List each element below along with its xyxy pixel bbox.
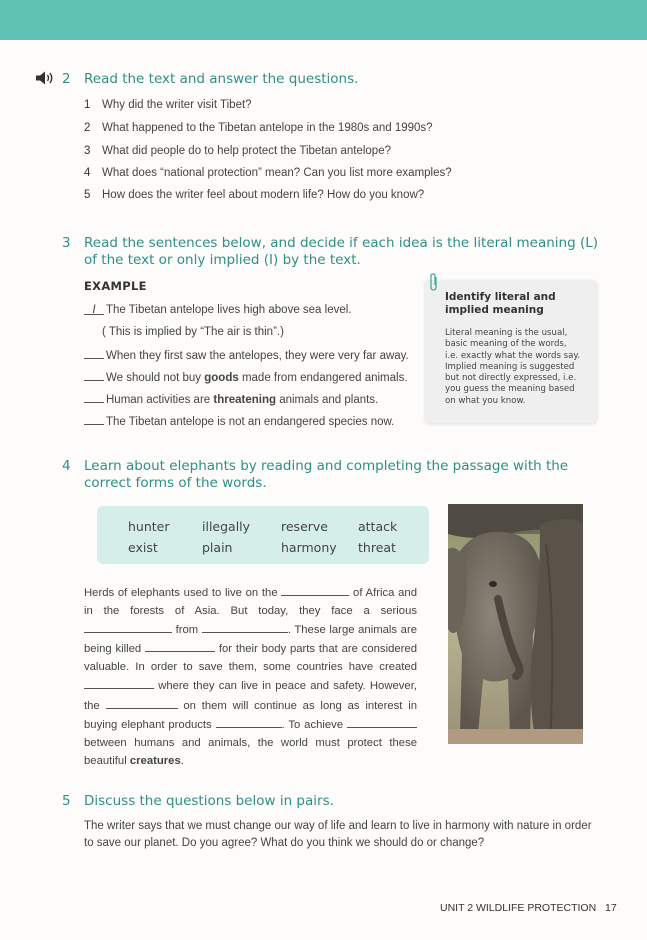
example-answer: I: [84, 303, 104, 315]
tip-title: Identify literal and implied meaning: [445, 291, 556, 316]
paperclip-icon: [428, 272, 440, 292]
section-4-title-line1: Learn about elephants by reading and completing the passage with the: [84, 458, 569, 474]
example-label: EXAMPLE: [84, 279, 147, 293]
question-3: 3 What did people do to help protect the Tibetan antelope?: [84, 145, 391, 157]
word-attack: attack: [358, 519, 398, 534]
word-box: [97, 506, 429, 564]
section-3-number: 3: [62, 235, 71, 251]
example-sentence: I The Tibetan antelope lives high above sea level.: [84, 303, 352, 317]
statement-4: The Tibetan antelope is not an endangered species now.: [84, 413, 394, 429]
answer-blank-4[interactable]: [84, 413, 104, 425]
question-1: 1 Why did the writer visit Tibet?: [84, 99, 252, 111]
statement-1: When they first saw the antelopes, they were very far away.: [84, 347, 409, 363]
elephant-photo: [448, 504, 583, 744]
example-note: ( This is implied by “The air is thin”.): [102, 326, 284, 338]
question-5: 5 How does the writer feel about modern life? How do you know?: [84, 189, 425, 201]
answer-blank-1[interactable]: [84, 347, 104, 359]
section-5-title: Discuss the questions below in pairs.: [84, 793, 334, 809]
word-threat: threat: [358, 540, 396, 555]
section-2-title: Read the text and answer the questions.: [84, 71, 359, 87]
section-3-title-line2: of the text or only implied (I) by the text.: [84, 252, 361, 268]
word-harmony: harmony: [281, 540, 337, 555]
page-number: 17: [605, 902, 617, 914]
passage-blank-6[interactable]: [106, 696, 178, 709]
tip-body: Literal meaning is the usual, basic meaning of the words, i.e. exactly what the words say. Implied meaning is suggested but not directly expressed, i.e. you guess the meaning based on what you know.: [445, 328, 581, 406]
top-color-bar: [0, 0, 647, 40]
question-2: 2 What happened to the Tibetan antelope in the 1980s and 1990s?: [84, 122, 433, 134]
passage-blank-1[interactable]: [281, 583, 349, 596]
word-reserve: reserve: [281, 519, 328, 534]
passage-blank-5[interactable]: [84, 676, 154, 689]
section-5-number: 5: [62, 793, 71, 809]
answer-blank-2[interactable]: [84, 369, 104, 381]
word-hunter: hunter: [128, 519, 170, 534]
word-illegally: illegally: [202, 519, 251, 534]
passage-blank-4[interactable]: [145, 639, 215, 652]
section-4-number: 4: [62, 458, 71, 474]
elephant-passage: Herds of elephants used to live on the of Africa and in the forests of Asia. But today, they face a serious from . These large animals are being killed for their body parts that are considered valuable. In order to save them, some countries have created where they can live in peace and safety. However, the on them will continue as long as interest in buying elephant products . To achieve between humans and animals, the world must protect these beautiful creatures.: [84, 583, 417, 770]
passage-blank-8[interactable]: [347, 715, 417, 728]
statement-3: Human activities are threatening animals and plants.: [84, 391, 378, 407]
section-4-title-line2: correct forms of the words.: [84, 475, 267, 491]
passage-blank-3[interactable]: [202, 620, 288, 633]
question-4: 4 What does “national protection” mean? Can you list more examples?: [84, 167, 452, 179]
speaker-icon[interactable]: [35, 71, 55, 85]
footer-unit: UNIT 2 WILDLIFE PROTECTION: [440, 902, 597, 914]
answer-blank-3[interactable]: [84, 391, 104, 403]
word-plain: plain: [202, 540, 233, 555]
section-2-number: 2: [62, 71, 71, 87]
passage-blank-2[interactable]: [84, 620, 172, 633]
section-5-text: The writer says that we must change our way of life and learn to live in harmony with nature in order to save our planet. Do you agree? What do you think we should do or change?: [84, 820, 592, 849]
passage-blank-7[interactable]: [216, 715, 282, 728]
section-3-title-line1: Read the sentences below, and decide if each idea is the literal meaning (L): [84, 235, 599, 251]
word-exist: exist: [128, 540, 158, 555]
statement-2: We should not buy goods made from endangered animals.: [84, 369, 408, 385]
